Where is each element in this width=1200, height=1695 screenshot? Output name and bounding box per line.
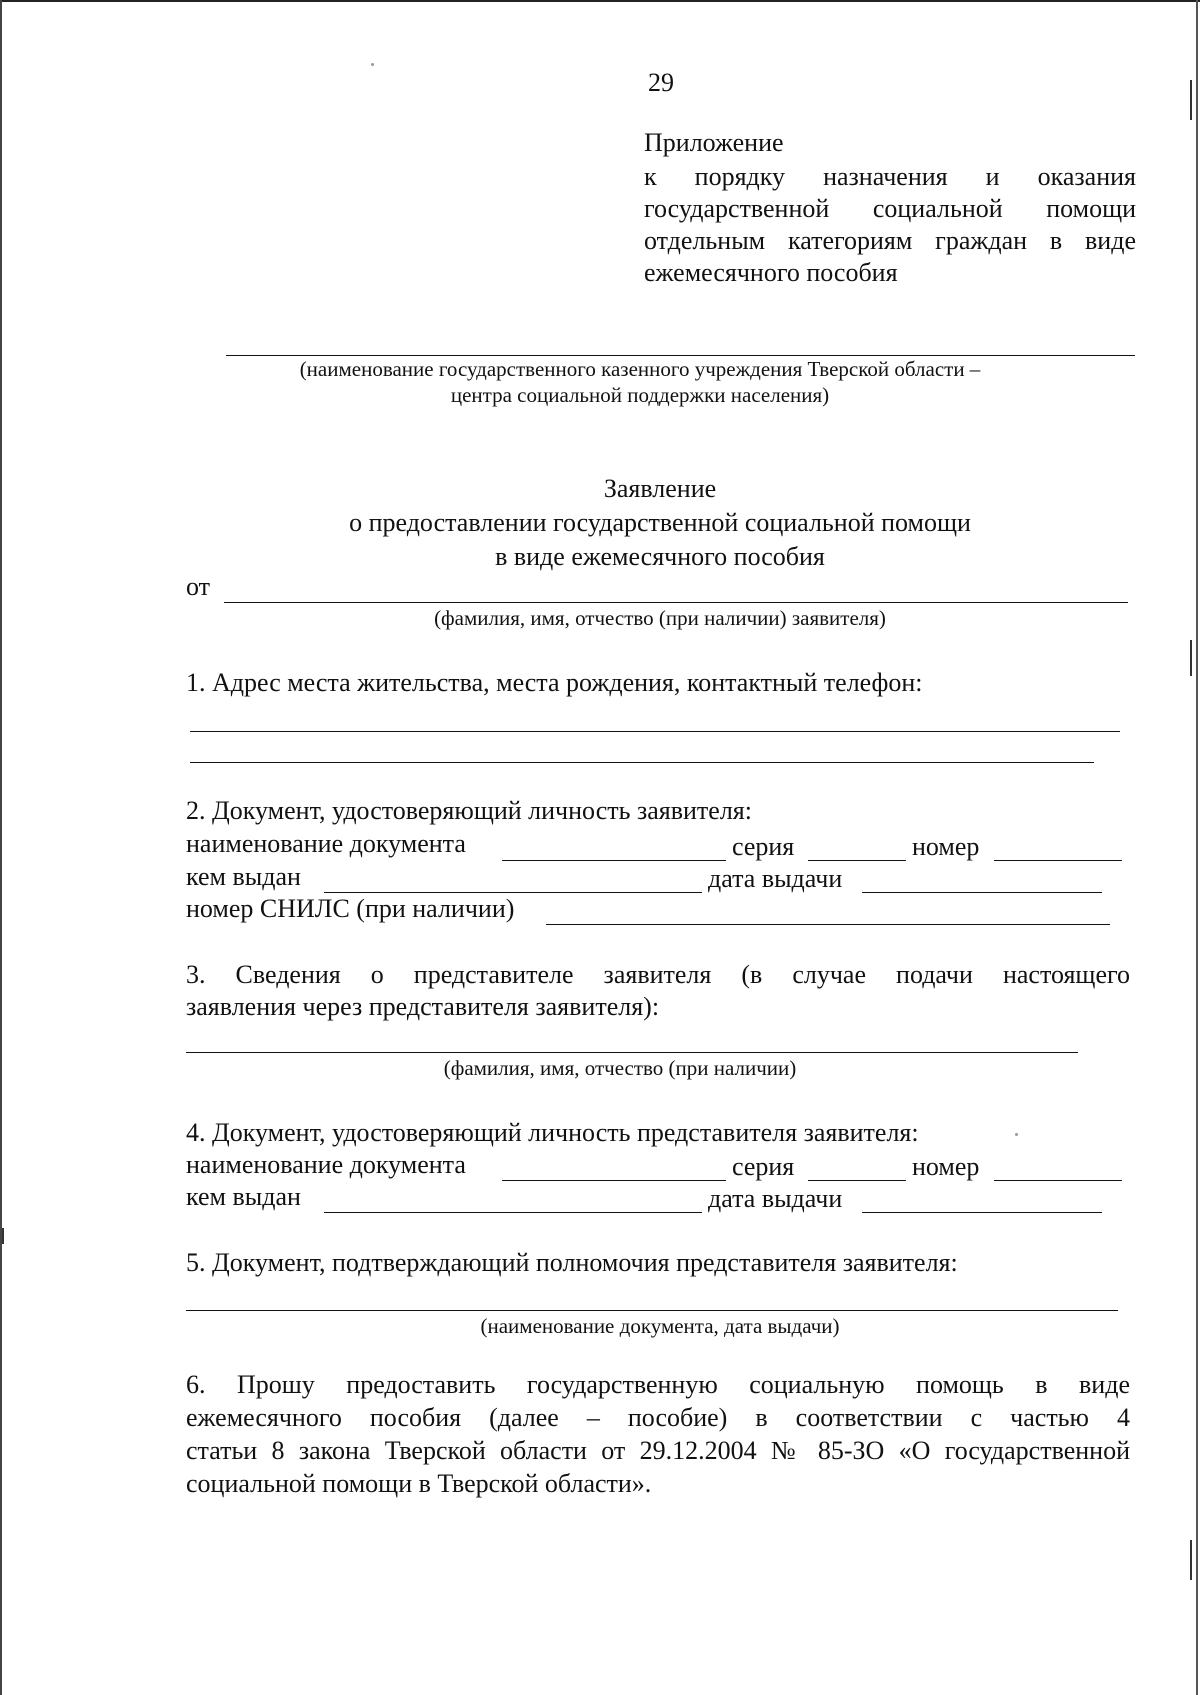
applicant-name-field[interactable]	[224, 602, 1128, 603]
application-subtitle: в виде ежемесячного пособия	[495, 542, 825, 571]
scan-edge-left	[0, 0, 2, 1695]
appendix-title: Приложение	[644, 128, 784, 157]
section3-line2: заявления через представителя заявителя):	[186, 992, 660, 1021]
number-label: номер	[912, 832, 980, 861]
issue-date-label: дата выдачи	[708, 864, 843, 893]
scan-edge-top	[0, 0, 1200, 2]
scan-mark	[2, 1228, 4, 1244]
number-field[interactable]	[994, 860, 1122, 861]
appendix-line: ежемесячного пособия	[644, 258, 898, 287]
section6-line: 6. Прошу предоставить государственную социальную помощь в виде	[186, 1370, 1130, 1399]
series-field[interactable]	[808, 860, 906, 861]
application-title: Заявление	[603, 474, 717, 503]
scan-speck	[1015, 1133, 1018, 1136]
institution-caption: (наименование государственного казенного учреждения Тверской области –	[299, 357, 981, 381]
scan-edge-right	[1196, 0, 1198, 1695]
doc-name-field[interactable]	[502, 860, 726, 861]
appendix-line: отдельным категориям граждан в виде	[644, 226, 1136, 255]
number-label: номер	[912, 1152, 980, 1181]
issue-date-field[interactable]	[862, 892, 1102, 893]
from-label: от	[186, 572, 211, 601]
rep-doc-name-field[interactable]	[502, 1180, 726, 1181]
series-label: серия	[732, 832, 795, 861]
rep-issued-by-field[interactable]	[324, 1212, 702, 1213]
scan-mark	[1190, 640, 1192, 676]
issued-by-label: кем выдан	[186, 1182, 301, 1211]
section6-line: социальной помощи в Тверской области».	[186, 1469, 652, 1498]
section4-title: 4. Документ, удостоверяющий личность представителя заявителя:	[186, 1118, 919, 1147]
scan-mark	[1190, 80, 1192, 120]
issued-by-field[interactable]	[324, 892, 702, 893]
doc-name-label: наименование документа	[186, 829, 466, 858]
institution-caption: центра социальной поддержки населения)	[450, 383, 830, 407]
doc-name-label: наименование документа	[186, 1150, 466, 1179]
representative-name-field[interactable]	[186, 1052, 1078, 1053]
rep-issue-date-field[interactable]	[862, 1212, 1102, 1213]
section3-line1: 3. Сведения о представителе заявителя (в случае подачи настоящего	[186, 960, 1130, 989]
appendix-line: к порядку назначения и оказания	[644, 162, 1136, 191]
section6-line: статьи 8 закона Тверской области от 29.12.2004 № 85-ЗО «О государственной	[186, 1436, 1130, 1465]
section5-title: 5. Документ, подтверждающий полномочия представителя заявителя:	[186, 1248, 958, 1277]
institution-field[interactable]	[226, 355, 1135, 356]
representative-caption: (фамилия, имя, отчество (при наличии)	[443, 1056, 797, 1080]
page-number: 29	[648, 68, 674, 97]
section2-title: 2. Документ, удостоверяющий личность заявителя:	[186, 796, 752, 825]
address-field-line1[interactable]	[190, 731, 1120, 732]
scan-mark	[1190, 1540, 1192, 1580]
address-field-line2[interactable]	[190, 762, 1094, 763]
scan-speck	[371, 63, 374, 66]
section1-title: 1. Адрес места жительства, места рождения, контактный телефон:	[186, 668, 923, 697]
rep-number-field[interactable]	[994, 1180, 1122, 1181]
snils-label: номер СНИЛС (при наличии)	[186, 894, 515, 923]
authority-doc-caption: (наименование документа, дата выдачи)	[480, 1314, 840, 1338]
snils-field[interactable]	[546, 924, 1110, 925]
appendix-line: государственной социальной помощи	[644, 194, 1136, 223]
authority-doc-field[interactable]	[186, 1310, 1118, 1311]
series-label: серия	[732, 1152, 795, 1181]
application-subtitle: о предоставлении государственной социальной помощи	[349, 508, 971, 537]
rep-series-field[interactable]	[808, 1180, 906, 1181]
issue-date-label: дата выдачи	[708, 1184, 843, 1213]
issued-by-label: кем выдан	[186, 862, 301, 891]
section6-line: ежемесячного пособия (далее – пособие) в соответствии с частью 4	[186, 1403, 1130, 1432]
applicant-caption: (фамилия, имя, отчество (при наличии) заявителя)	[434, 606, 886, 630]
